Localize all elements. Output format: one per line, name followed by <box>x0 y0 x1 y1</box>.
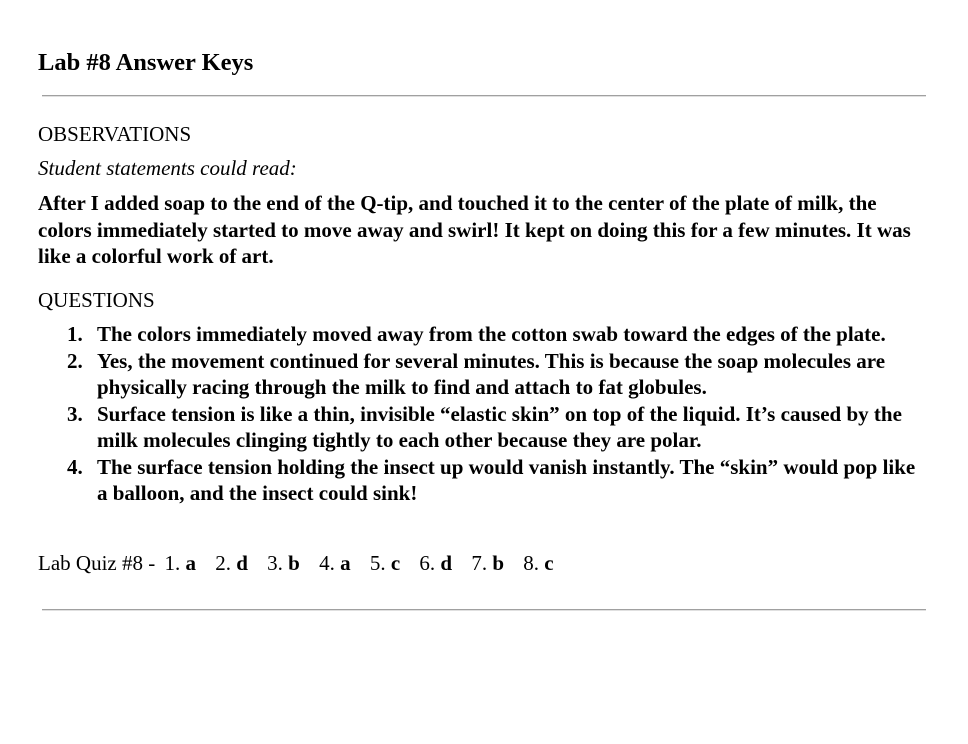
quiz-answer-item <box>523 550 553 576</box>
quiz-answer-letter: a <box>185 551 196 575</box>
page-title: Lab #8 Answer Keys <box>38 49 254 76</box>
quiz-answers <box>38 550 554 576</box>
quiz-answer-letter: b <box>492 551 505 575</box>
quiz-answer-number: 1. <box>164 551 181 575</box>
question-item <box>38 454 930 507</box>
quiz-answer-letter: a <box>340 551 351 575</box>
question-item <box>38 348 930 401</box>
question-answer: Yes, the movement continued for several minutes. This is because the soap molecules are physically racing through the milk to find and attach to fat globules. <box>97 348 886 399</box>
quiz-answer-item <box>215 550 248 576</box>
bottom-divider <box>42 609 926 611</box>
quiz-answer-number: 4. <box>319 551 335 575</box>
question-number: 3. <box>67 401 83 426</box>
quiz-answer-item <box>164 550 196 576</box>
quiz-answer-number: 6. <box>419 551 436 575</box>
quiz-answer-number: 8. <box>523 551 540 575</box>
quiz-answer-item <box>419 550 452 576</box>
question-item <box>38 401 930 454</box>
quiz-answer-number: 7. <box>471 551 488 575</box>
observations-lead: Student statements could read: <box>38 156 297 180</box>
quiz-answer-letter: d <box>440 551 453 575</box>
question-answer: The surface tension holding the insect up would vanish instantly. The “skin” would pop like a balloon, and the insect could sink! <box>97 454 916 505</box>
quiz-answer-item <box>370 550 400 576</box>
quiz-answer-letter: c <box>390 551 401 575</box>
quiz-answer-item <box>471 550 504 576</box>
quiz-answer-letter: b <box>288 551 300 575</box>
quiz-label: Lab Quiz #8 - <box>38 551 156 575</box>
questions-list <box>38 321 930 507</box>
question-item <box>38 321 930 348</box>
question-number: 2. <box>67 348 83 373</box>
quiz-answer-number: 5. <box>369 551 386 575</box>
question-answer: The colors immediately moved away from the cotton swab toward the edges of the plate. <box>97 322 886 346</box>
quiz-answer-number: 3. <box>267 551 283 575</box>
questions-heading: QUESTIONS <box>38 288 155 312</box>
quiz-answer-number: 2. <box>215 551 231 575</box>
quiz-answer-item <box>267 550 300 576</box>
question-number: 4. <box>67 454 83 479</box>
quiz-answer-item <box>319 550 351 576</box>
observations-statement: After I added soap to the end of the Q-tip, and touched it to the center of the plate of milk, the colors immediately started to move away and swirl! It kept on doing this for a few minutes. It was like a colorful work of art. <box>38 191 911 268</box>
observations-heading: OBSERVATIONS <box>38 122 192 146</box>
question-number: 1. <box>67 322 83 346</box>
quiz-answer-letter: d <box>236 551 248 575</box>
question-answer: Surface tension is like a thin, invisible “elastic skin” on top of the liquid. It’s caused by the milk molecules clinging tightly to each other because they are polar. <box>97 401 902 452</box>
top-divider <box>42 95 926 97</box>
quiz-answer-letter: c <box>544 551 554 575</box>
